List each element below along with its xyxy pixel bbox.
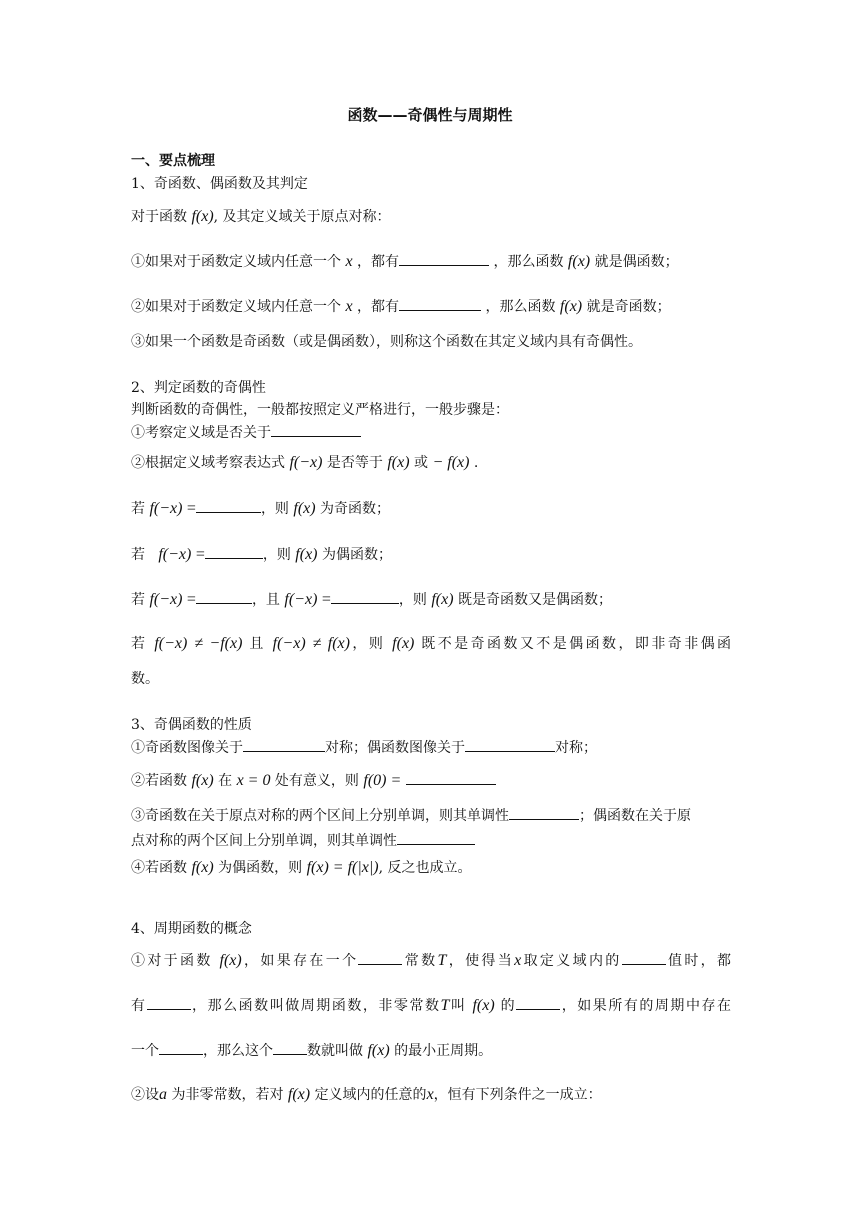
rule-even: 若 f(−x) = ，则 f(x) 为偶函数；	[131, 546, 392, 563]
fill-blank[interactable]	[397, 830, 475, 845]
fill-blank[interactable]	[406, 770, 496, 785]
periodic-line-3: 一个 ，那么这个 数就叫做 f(x) 的最小正周期。	[131, 1042, 493, 1059]
fill-blank[interactable]	[243, 737, 325, 752]
fill-blank[interactable]	[399, 251, 489, 266]
prop-origin-value: ②若函数 f(x) 在 x = 0 处有意义，则 f(0) =	[131, 770, 731, 791]
fill-blank[interactable]	[516, 995, 560, 1010]
rule-odd: 若 f(−x) = ，则 f(x) 为奇函数；	[131, 500, 391, 517]
fill-blank[interactable]	[205, 544, 263, 559]
fill-blank[interactable]	[271, 422, 361, 437]
rule-neither-cont: 数。	[131, 671, 159, 687]
step-2: ②根据定义域考察表达式 f(−x) 是否等于 f(x) 或 − f(x) .	[131, 454, 479, 471]
page-title: 函数——奇偶性与周期性	[347, 106, 513, 124]
fill-blank[interactable]	[465, 737, 555, 752]
prop-monotonicity: ③奇函数在关于原点对称的两个区间上分别单调，则其单调性 ；偶函数在关于原	[131, 805, 731, 826]
subheading-properties: 3、奇偶函数的性质	[131, 717, 252, 733]
intro-line: 对于函数 f(x), 及其定义域关于原点对称：	[131, 208, 391, 225]
fill-blank[interactable]	[196, 589, 252, 604]
subheading-periodic: 4、周期函数的概念	[131, 921, 252, 937]
prop-monotonicity-cont: 点对称的两个区间上分别单调，则其单调性	[131, 830, 731, 851]
fill-blank[interactable]	[358, 950, 402, 965]
step-1: ①考察定义域是否关于	[131, 422, 731, 443]
fill-blank[interactable]	[622, 950, 666, 965]
fill-blank[interactable]	[399, 296, 481, 311]
item-even-definition: ①如果对于函数定义域内任意一个 x ，都有 ，那么函数 f(x) 就是偶函数；	[131, 253, 679, 270]
fill-blank[interactable]	[509, 805, 579, 820]
rule-both: 若 f(−x) = ，且 f(−x) = ，则 f(x) 既是奇函数又是偶函数；	[131, 591, 612, 608]
fill-blank[interactable]	[147, 995, 191, 1010]
periodic-line-1: ①对于函数 f(x)，如果存在一个 常数T，使得当x取定义域内的 值时，都	[131, 952, 732, 969]
item-parity-definition: ③如果一个函数是奇函数（或是偶函数），则称这个函数在其定义域内具有奇偶性。	[131, 334, 642, 350]
fill-blank[interactable]	[159, 1040, 203, 1055]
fill-blank[interactable]	[273, 1040, 307, 1055]
fill-blank[interactable]	[196, 498, 261, 513]
periodic-line-4: ②设a 为非零常数，若对 f(x) 定义域内的任意的x，恒有下列条件之一成立：	[131, 1086, 602, 1103]
prop-symmetry: ①奇函数图像关于 对称；偶函数图像关于 对称；	[131, 737, 731, 758]
periodic-line-2: 有 ，那么函数叫做周期函数，非零常数T叫 f(x) 的 ，如果所有的周期中存在	[131, 997, 732, 1014]
subheading-odd-even: 1、奇函数、偶函数及其判定	[131, 176, 308, 192]
subheading-judge-parity: 2、判定函数的奇偶性	[131, 380, 266, 396]
fill-blank[interactable]	[331, 589, 399, 604]
item-odd-definition: ②如果对于函数定义域内任意一个 x ，都有 ，那么函数 f(x) 就是奇函数；	[131, 298, 671, 315]
prop-even-abs: ④若函数 f(x) 为偶函数，则 f(x) = f(|x|), 反之也成立。	[131, 859, 472, 876]
judge-intro: 判断函数的奇偶性，一般都按照定义严格进行，一般步骤是：	[131, 402, 509, 418]
rule-neither: 若 f(−x) ≠ −f(x) 且 f(−x) ≠ f(x)，则 f(x) 既不是奇函数又不是偶函数，即非奇非偶函	[131, 635, 732, 652]
section-heading: 一、要点梳理	[131, 153, 215, 169]
